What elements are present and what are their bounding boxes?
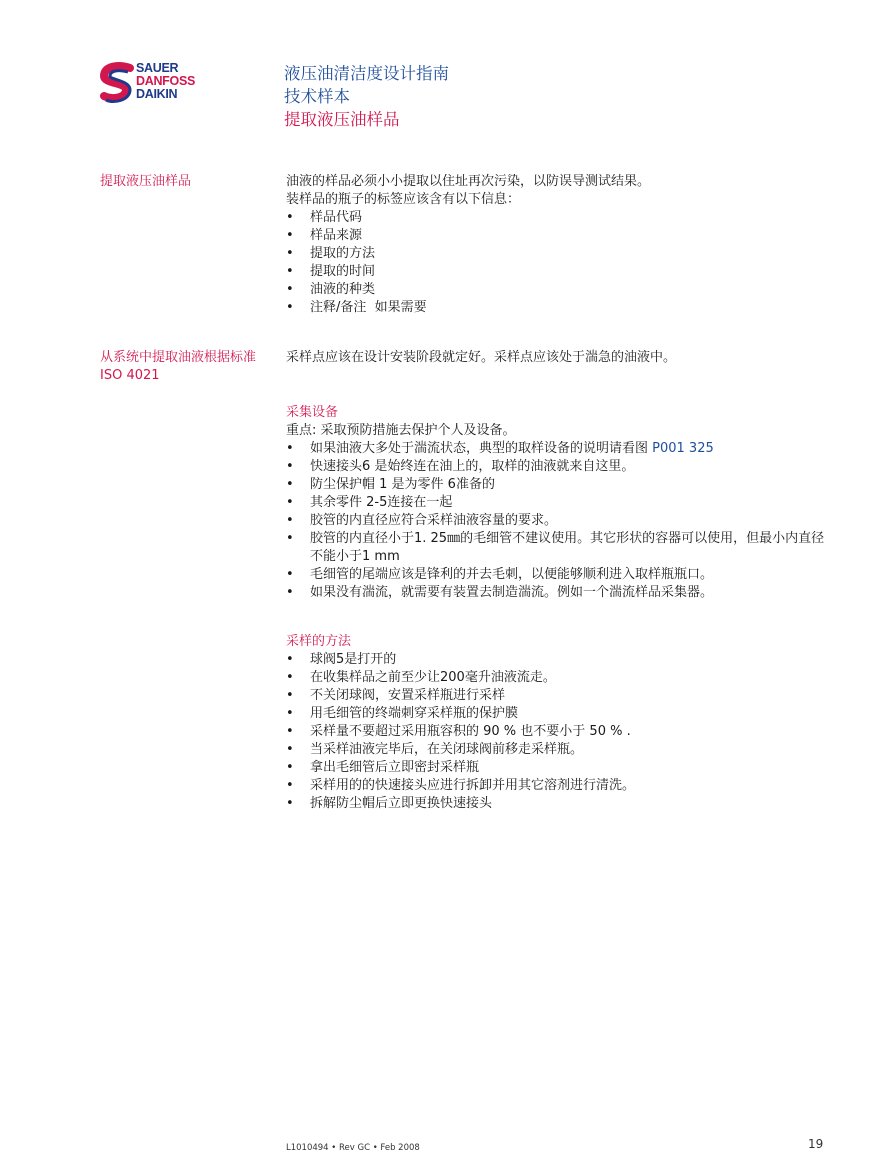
logo-line-danfoss: DANFOSS	[136, 74, 196, 88]
section1-label-list	[286, 209, 836, 317]
equipment-heading: 采集设备	[286, 405, 339, 420]
list-item: • 如果没有湍流，就需要有装置去制造湍流。例如一个湍流样品采集器。	[286, 584, 836, 602]
list-item: • 防尘保护帽 1 是为零件 6准备的	[286, 476, 836, 494]
page-header	[284, 62, 449, 131]
list-item: • 注释/备注 如果需要	[286, 299, 836, 317]
footer-document-reference: L1010494 • Rev GC • Feb 2008	[286, 1143, 420, 1153]
logo-line-daikin: DAIKIN	[136, 87, 178, 101]
list-item: • 样品来源	[286, 227, 836, 245]
header-title-section: 提取液压油样品	[284, 110, 400, 129]
list-item: • 在收集样品之前至少让200毫升油液流走。	[286, 669, 836, 687]
list-item: • 不关闭球阀，安置采样瓶进行采样	[286, 687, 836, 705]
logo-line-sauer: SAUER	[136, 61, 179, 75]
list-item: • 毛细管的尾端应该是锋利的并去毛刺，以便能够顺利进入取样瓶瓶口。	[286, 566, 836, 584]
list-item: • 提取的时间	[286, 263, 836, 281]
equipment-section	[286, 404, 836, 602]
equipment-item-text: 如果油液大多处于湍流状态，典型的取样设备的说明请看图	[310, 441, 653, 456]
logo-emblem-icon	[100, 62, 136, 108]
list-item: • 当采样油液完毕后，在关闭球阀前移走采样瓶。	[286, 741, 836, 759]
method-list	[286, 651, 836, 813]
method-section	[286, 633, 836, 813]
equipment-note: 重点: 采取预防措施去保护个人及设备。	[286, 423, 516, 438]
list-item: • 用毛细管的终端刺穿采样瓶的保护膜	[286, 705, 836, 723]
list-item: • 提取的方法	[286, 245, 836, 263]
section1-paragraph-1: 油液的样品必须小小提取以住址再次污染，以防误导测试结果。	[286, 174, 651, 189]
section2-side-label: 从系统中提取油液根据标准ISO 4021	[100, 350, 257, 383]
list-item: • 球阀5是打开的	[286, 651, 836, 669]
section1-paragraph-2: 装样品的瓶子的标签应该含有以下信息：	[286, 192, 521, 207]
page-number: 19	[808, 1137, 824, 1151]
list-item: • 胶管的内直径小于1. 25㎜的毛细管不建议使用。其它形状的容器可以使用，但最小内直径不能小于1 mm	[286, 530, 836, 566]
section1-side-label: 提取液压油样品	[100, 174, 192, 189]
header-title-guide: 液压油清洁度设计指南	[284, 64, 449, 83]
list-item: • 拿出毛细管后立即密封采样瓶	[286, 759, 836, 777]
list-item: • 胶管的内直径应符合采样油液容量的要求。	[286, 512, 836, 530]
section2-intro: 采样点应该在设计安装阶段就定好。采样点应该处于湍急的油液中。	[286, 350, 677, 365]
header-title-sample: 技术样本	[284, 87, 350, 106]
list-item: • 采样用的的快速接头应进行拆卸并用其它溶剂进行清洗。	[286, 777, 836, 795]
company-logo	[100, 60, 220, 110]
figure-reference-link[interactable]: P001 325	[652, 441, 714, 456]
list-item: • 快速接头6 是始终连在油上的，取样的油液就来自这里。	[286, 458, 836, 476]
list-item: • 油液的种类	[286, 281, 836, 299]
list-item	[286, 440, 836, 458]
equipment-list	[286, 440, 836, 602]
list-item: • 拆解防尘帽后立即更换快速接头	[286, 795, 836, 813]
method-heading: 采样的方法	[286, 634, 352, 649]
list-item: • 采样量不要超过采用瓶容积的 90 % 也不要小于 50 % .	[286, 723, 836, 741]
list-item: • 样品代码	[286, 209, 836, 227]
list-item: • 其余零件 2-5连接在一起	[286, 494, 836, 512]
section1-body	[286, 173, 836, 317]
